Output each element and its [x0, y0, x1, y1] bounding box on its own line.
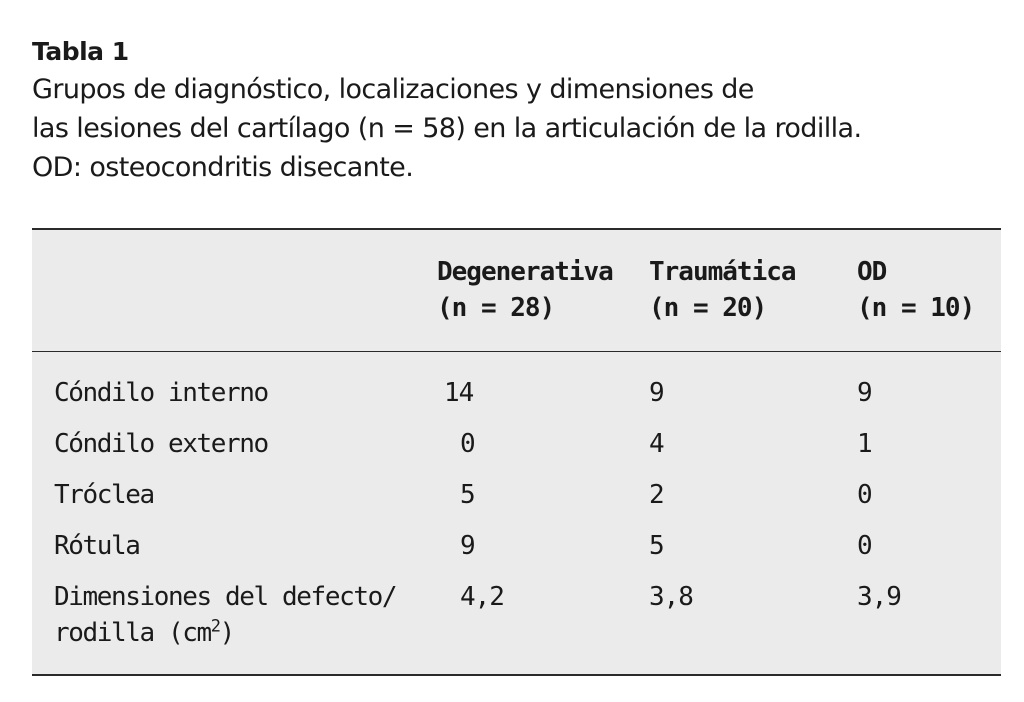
column-header-name: Traumática: [649, 257, 796, 287]
column-header-name: OD: [857, 257, 887, 287]
table-cell: 3,9: [857, 582, 901, 612]
table-cell: 9: [857, 378, 872, 408]
table-cell: 1: [857, 429, 872, 459]
row-label-condilo-interno: Cóndilo interno: [54, 378, 268, 408]
column-header-count: (n = 10): [857, 293, 975, 323]
table-cell: 4: [649, 429, 664, 459]
table-title: Tabla 1: [32, 37, 129, 66]
row-label-dimensiones: [54, 579, 396, 651]
table-cell: 5: [649, 531, 664, 561]
table-cell: 14: [444, 378, 474, 408]
row-label-line-2: [54, 615, 396, 651]
table-cell: 3,8: [649, 582, 693, 612]
column-header-name: Degenerativa: [437, 257, 613, 287]
table-cell: 2: [649, 480, 664, 510]
row-label-rotula: Rótula: [54, 531, 140, 561]
table-cell: 5: [460, 480, 475, 510]
table-cell: 9: [649, 378, 664, 408]
column-header-count: (n = 20): [649, 293, 767, 323]
row-label-line-1: Dimensiones del defecto/: [54, 582, 397, 612]
table-cell: 0: [460, 429, 475, 459]
table-caption: [32, 34, 992, 187]
row-label-unit-text: rodilla (cm: [54, 618, 211, 648]
table-cell: 0: [857, 531, 872, 561]
column-header-count: (n = 28): [437, 293, 555, 323]
column-header-od: [857, 254, 974, 326]
row-label-close-paren: ): [219, 618, 234, 648]
caption-line-1: Grupos de diagnóstico, localizaciones y dimensiones de: [32, 74, 754, 105]
caption-line-2: las lesiones del cartílago (n = 58) en la articulación de la rodilla.: [32, 113, 862, 144]
column-header-traumatica: [649, 254, 796, 326]
header-divider: [32, 351, 1001, 352]
column-header-degenerativa: [437, 254, 613, 326]
row-label-condilo-externo: Cóndilo externo: [54, 429, 268, 459]
table-cell: 0: [857, 480, 872, 510]
data-table: [32, 228, 1001, 676]
table-cell: 9: [460, 531, 475, 561]
caption-line-3: OD: osteocondritis disecante.: [32, 152, 414, 183]
row-label-troclea: Tróclea: [54, 480, 154, 510]
row-label-superscript: 2: [210, 616, 220, 637]
table-cell: 4,2: [460, 582, 504, 612]
